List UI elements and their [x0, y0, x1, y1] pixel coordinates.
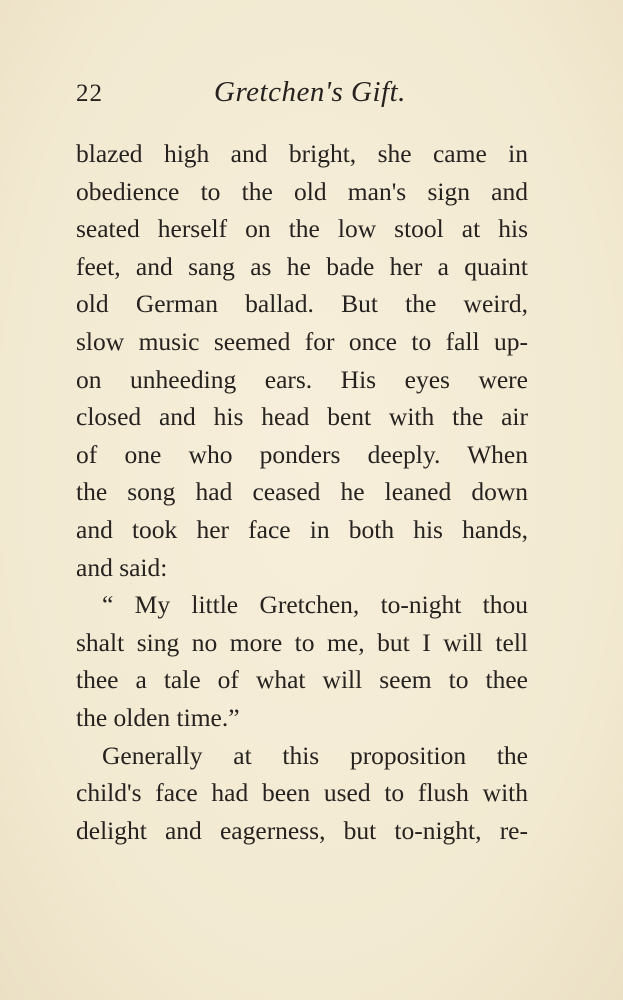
- text-line: the song had ceased he leaned down: [76, 477, 528, 507]
- text-line: on unheeding ears. His eyes were: [76, 364, 528, 394]
- text-line: closed and his head bent with the air: [76, 402, 528, 432]
- body-text: [76, 135, 528, 849]
- text-line: Generally at this proposition the: [102, 740, 528, 770]
- text-line: seated herself on the low stool at his: [76, 214, 528, 244]
- text-line: delight and eagerness, but to-night, re-: [76, 815, 528, 845]
- text-line: “ My little Gretchen, to-night thou: [102, 590, 528, 620]
- running-head: [76, 76, 528, 116]
- text-line: and said:: [76, 552, 168, 582]
- text-line: obedience to the old man's sign and: [76, 176, 528, 206]
- page-number: 22: [76, 80, 103, 107]
- text-line: old German ballad. But the weird,: [76, 289, 528, 319]
- text-line: shalt sing no more to me, but I will tell: [76, 627, 528, 657]
- text-line: child's face had been used to flush with: [76, 778, 528, 808]
- running-title: Gretchen's Gift.: [214, 76, 406, 108]
- text-line: and took her face in both his hands,: [76, 514, 528, 544]
- text-line: slow music seemed for once to fall up-: [76, 326, 528, 356]
- text-line: feet, and sang as he bade her a quaint: [76, 251, 528, 281]
- text-line: thee a tale of what will seem to thee: [76, 665, 528, 695]
- text-line: the olden time.”: [76, 702, 240, 732]
- text-line: of one who ponders deeply. When: [76, 439, 528, 469]
- text-line: blazed high and bright, she came in: [76, 139, 528, 168]
